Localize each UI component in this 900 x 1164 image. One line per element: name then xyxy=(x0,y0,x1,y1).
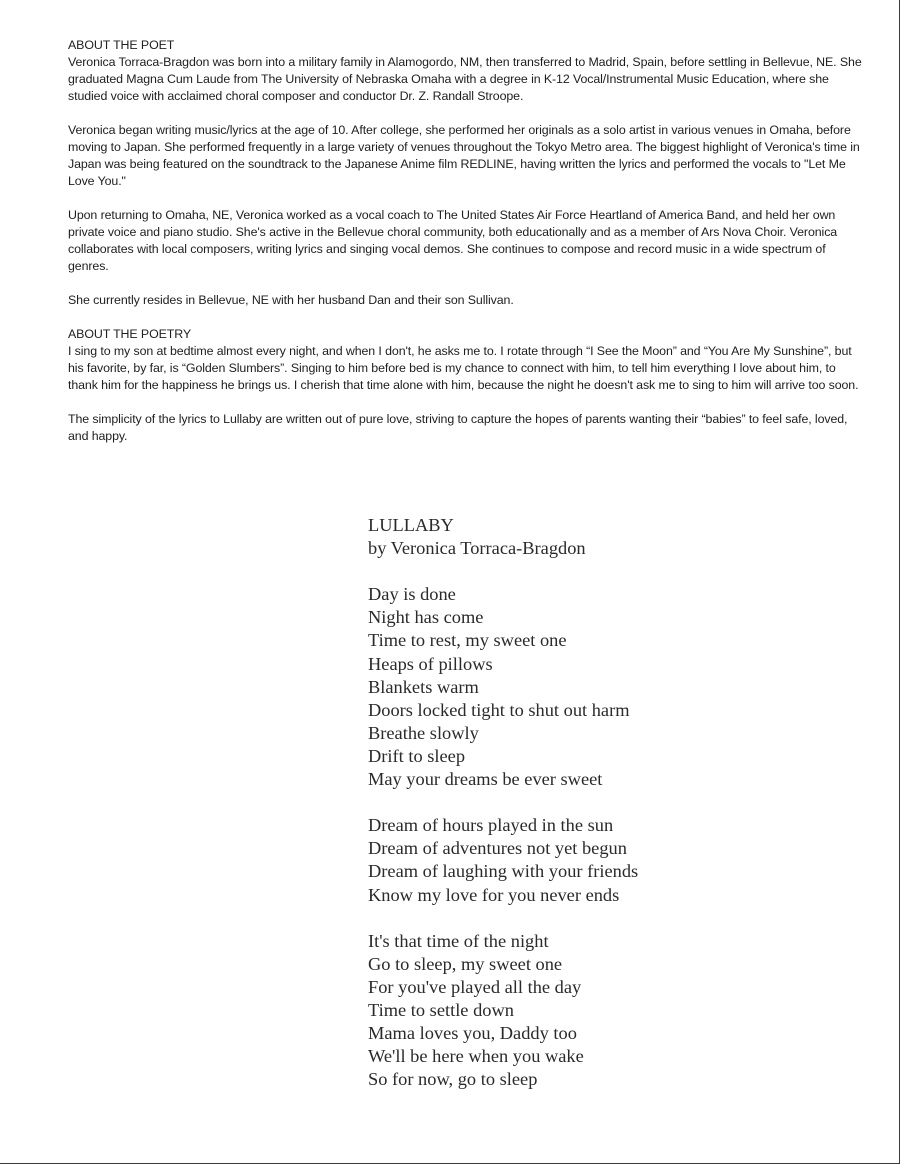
poem-stanza xyxy=(368,814,848,906)
poem-line: Day is done xyxy=(368,584,456,605)
poem-line: Night has come xyxy=(368,607,484,628)
about-poet-paragraph: Upon returning to Omaha, NE, Veronica worked as a vocal coach to The United States Air Force Heartland of America Band, and held her own private voice and piano studio. She's active in the Bellevue choral community, both educationally and as a member of Ars Nova Choir. Veronica collaborates with local composers, writing lyrics and singing vocal demos. She continues to compose and record music in a wide spectrum of genres. xyxy=(68,208,838,273)
prose-section xyxy=(68,37,868,462)
poem-line: Drift to sleep xyxy=(368,745,466,766)
poem-title: LULLABY xyxy=(368,515,454,535)
poem-line: For you've played all the day xyxy=(368,976,582,997)
poem-line: Blankets warm xyxy=(368,676,479,697)
poem-line: Dream of adventures not yet begun xyxy=(368,838,627,859)
poem xyxy=(368,514,848,1091)
poem-line: May your dreams be ever sweet xyxy=(368,769,603,790)
poem-line: Time to rest, my sweet one xyxy=(368,630,567,651)
poem-line: So for now, go to sleep xyxy=(368,1069,538,1090)
poem-stanza xyxy=(368,930,848,1092)
poem-line: Time to settle down xyxy=(368,999,514,1020)
poem-byline: by Veronica Torraca-Bragdon xyxy=(368,538,586,559)
poem-line: Doors locked tight to shut out harm xyxy=(368,699,630,720)
poem-line: Know my love for you never ends xyxy=(368,884,620,905)
about-poet-paragraph: Veronica began writing music/lyrics at the age of 10. After college, she performed her originals as a solo artist in various venues in Omaha, before moving to Japan. She performed frequently in a large variety of venues throughout the Tokyo Metro area. The biggest highlight of Veronica's time in Japan was being featured on the soundtrack to the Japanese Anime film REDLINE, having written the lyrics and performed the vocals to "Let Me Love You." xyxy=(68,123,860,188)
poem-stanza xyxy=(368,583,848,791)
poem-line: Breathe slowly xyxy=(368,722,479,743)
poem-line: Mama loves you, Daddy too xyxy=(368,1023,577,1044)
about-poet-paragraph: She currently resides in Bellevue, NE with her husband Dan and their son Sullivan. xyxy=(68,293,514,307)
poem-line: Dream of laughing with your friends xyxy=(368,861,639,882)
about-poet-heading: ABOUT THE POET xyxy=(68,38,175,52)
poem-line: Heaps of pillows xyxy=(368,653,493,674)
poem-line: It's that time of the night xyxy=(368,930,549,951)
about-poet-paragraph: Veronica Torraca-Bragdon was born into a military family in Alamogordo, NM, then transferred to Madrid, Spain, before settling in Bellevue, NE. She graduated Magna Cum Laude from The University of Nebraska Omaha with a degree in K-12 Vocal/Instrumental Music Education, where she studied voice with acclaimed choral composer and conductor Dr. Z. Randall Stroope. xyxy=(68,55,862,103)
about-poetry-paragraph: The simplicity of the lyrics to Lullaby are written out of pure love, striving to capture the hopes of parents wanting their “babies” to feel safe, loved, and happy. xyxy=(68,412,848,443)
about-poetry-heading: ABOUT THE POETRY xyxy=(68,327,192,341)
poem-line: Dream of hours played in the sun xyxy=(368,815,614,836)
poem-line: Go to sleep, my sweet one xyxy=(368,953,563,974)
about-poetry-paragraph: I sing to my son at bedtime almost every night, and when I don't, he asks me to. I rotate through “I See the Moon” and “You Are My Sunshine”, but his favorite, by far, is “Golden Slumbers”. Singing to him before bed is my chance to connect with him, to tell him everything I love about him, to thank him for the happiness he brings us. I cherish that time alone with him, because the night he doesn't ask me to sing to him will arrive too soon. xyxy=(68,344,859,392)
poem-line: We'll be here when you wake xyxy=(368,1046,584,1067)
